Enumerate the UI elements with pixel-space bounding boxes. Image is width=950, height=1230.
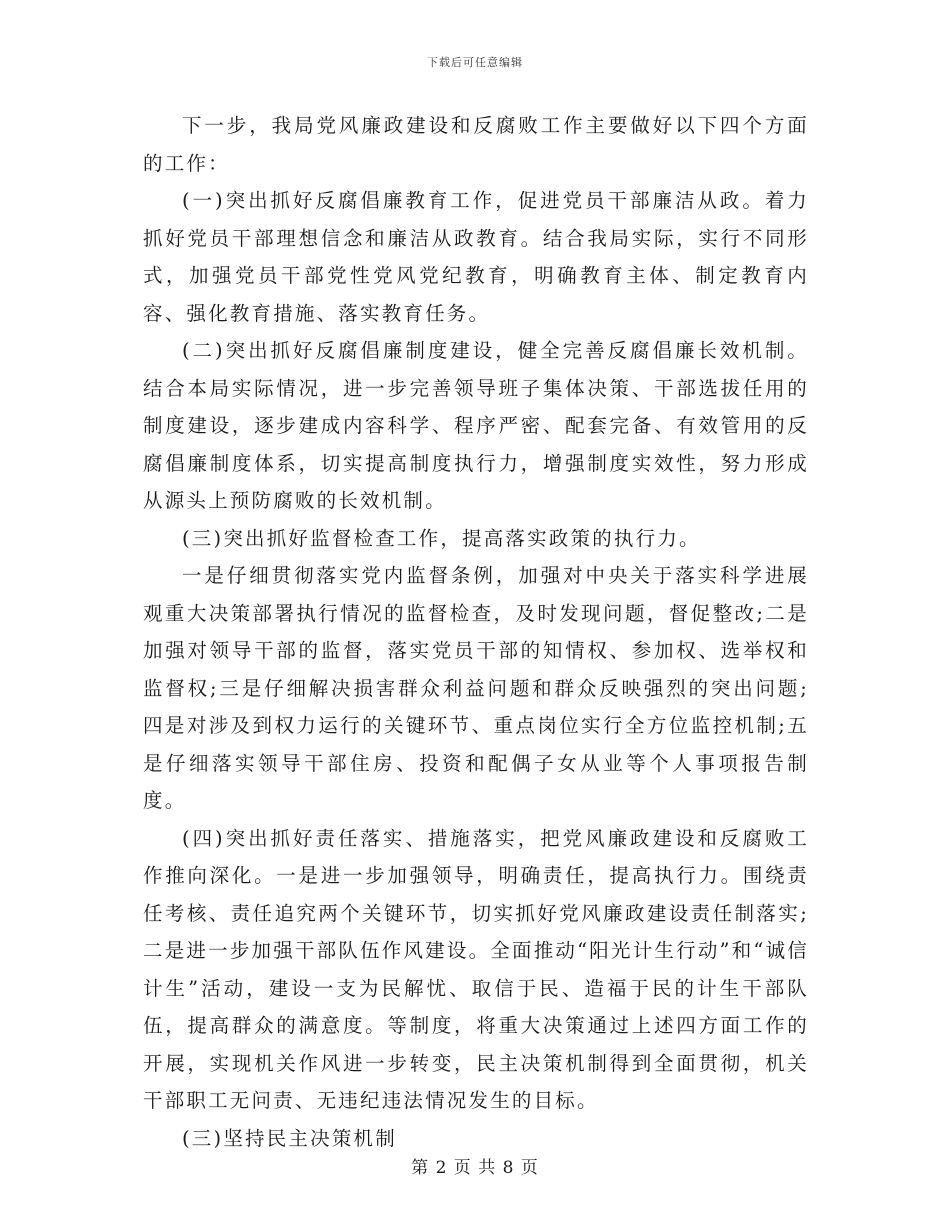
paragraph-section-2: (二)突出抓好反腐倡廉制度建设，健全完善反腐倡廉长效机制。结合本局实际情况，进一步完善领导班子集体决策、干部选拔任用的制度建设，逐步建成内容科学、程序严密、配套完备、有效管用的反腐倡廉制度体系，切实提高制度执行力，增强制度实效性，努力形成从源头上预防腐败的长效机制。: [143, 339, 810, 512]
page-label-suffix: 页: [520, 1158, 539, 1178]
paragraph-intro: 下一步，我局党风廉政建设和反腐败工作主要做好以下四个方面的工作：: [143, 114, 809, 175]
paragraph-section-1: (一)突出抓好反腐倡廉教育工作，促进党员干部廉洁从政。着力抓好党员干部理想信念和廉洁从政教育。结合我局实际，实行不同形式，加强党员干部党性党风党纪教育，明确教育主体、制定教育内容、强化教育措施、落实教育任务。: [143, 189, 810, 325]
page-label-prefix: 第: [411, 1158, 430, 1178]
page-header-note: 下载后可任意编辑: [427, 56, 523, 69]
total-pages-number: 8: [502, 1158, 515, 1178]
current-page-number: 2: [435, 1158, 448, 1178]
page-label-mid2: 共: [478, 1158, 497, 1178]
paragraph-section-3-body: 一是仔细贯彻落实党内监督条例，加强对中央关于落实科学进展观重大决策部署执行情况的监督检查，及时发现问题，督促整改;二是加强对领导干部的监督，落实党员干部的知情权、参加权、选举权和监督权;三是仔细解决损害群众利益问题和群众反映强烈的突出问题;四是对涉及到权力运行的关键环节、重点岗位实行全方位监控机制;五是仔细落实领导干部住房、投资和配偶子女从业等个人事项报告制度。: [143, 564, 809, 812]
paragraph-section-3-heading: (三)突出抓好监督检查工作，提高落实政策的执行力。: [182, 526, 701, 550]
page-footer: [0, 1153, 950, 1178]
page-label-mid1: 页: [453, 1158, 472, 1178]
paragraph-section-3b-heading: (三)坚持民主决策机制: [182, 1126, 397, 1150]
document-body: [143, 107, 809, 1157]
paragraph-section-4: (四)突出抓好责任落实、措施落实，把党风廉政建设和反腐败工作推向深化。一是进一步加强领导，明确责任，提高执行力。围绕责任考核、责任追究两个关键环节，切实抓好党风廉政建设责任制落实;二是进一步加强干部队伍作风建设。全面推动“阳光计生行动”和“诚信计生”活动，建设一支为民解忧、取信于民、造福于民的计生干部队伍，提高群众的满意度。等制度，将重大决策通过上述四方面工作的开展，实现机关作风进一步转变，民主决策机制得到全面贯彻，机关干部职工无问责、无违纪违法情况发生的目标。: [143, 826, 810, 1112]
